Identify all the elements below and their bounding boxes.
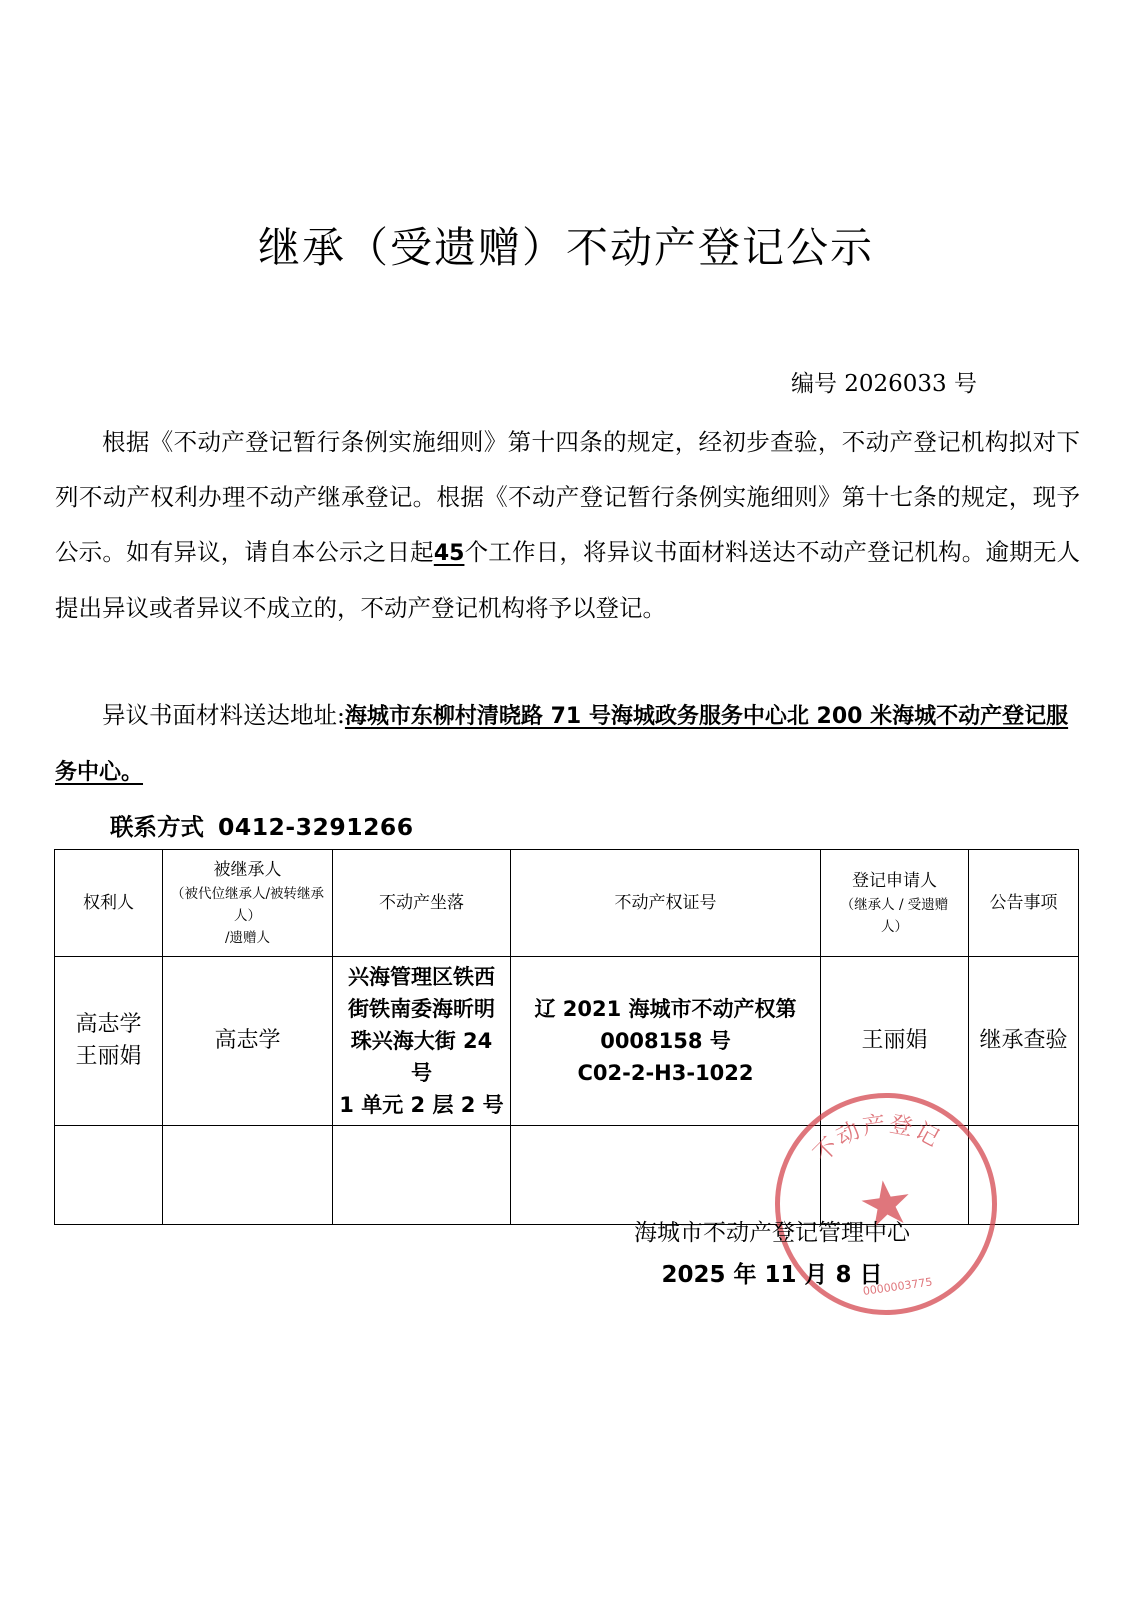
table-header-applicant-sub2: 人） [881, 919, 908, 935]
cell-location-empty [333, 1126, 511, 1225]
body-paragraph [55, 415, 1080, 636]
table-header-row [55, 850, 1079, 957]
table-header-decedent-sub2: 人） [234, 908, 261, 924]
address-value: 海城市东柳村清晓路 71 号海城政务服务中心北 200 米海城不动产登记服务中心。 [55, 704, 1069, 785]
cell-certificate-line3: C02-2-H3-1022 [577, 1061, 754, 1085]
table-row-empty [55, 1126, 1079, 1225]
address-label: 异议书面材料送达地址: [102, 701, 345, 729]
cell-certificate-empty [511, 1126, 821, 1225]
table-header-certificate: 不动产权证号 [511, 850, 821, 957]
document-number [791, 365, 977, 398]
cell-decedent: 高志学 [163, 957, 333, 1126]
svg-text:不动产登记: 不动产登记 [808, 1111, 945, 1168]
seal-serial: 0000003775 [862, 1275, 934, 1298]
table-header-applicant-main: 登记申请人 [852, 871, 937, 891]
paragraph-1 [55, 415, 1080, 636]
cell-location [333, 957, 511, 1126]
cell-applicant: 王丽娟 [821, 957, 969, 1126]
contact-block [110, 808, 414, 842]
table-header-applicant [821, 850, 969, 957]
cell-location-line1: 兴海管理区铁西 [348, 965, 495, 989]
cell-rights-holder-empty [55, 1126, 163, 1225]
document-number-suffix: 号 [954, 371, 977, 397]
cell-rights-holder-line2: 王丽娟 [75, 1044, 142, 1069]
cell-rights-holder [55, 957, 163, 1126]
table-header-decedent-sub1: （被代位继承人/被转继承 [170, 886, 325, 902]
signature-block [562, 1212, 982, 1296]
table-header-rights-holder: 权利人 [55, 850, 163, 957]
paragraph-1-part1: 根据《不动产登记暂行条例实施细则》第十四条的规定，经初步查验，不动产登记机构拟对下列不动产权利办理不动产继承登记。根据《不动产登记暂行条例实施细则》第十七条的规定，现予公示。如有异议，请自本公示之日起 [55, 428, 1080, 566]
document-number-prefix: 编号 [790, 371, 837, 397]
cell-rights-holder-line1: 高志学 [75, 1012, 142, 1037]
contact-phone: 0412-3291266 [218, 813, 414, 841]
table-header-decedent-main: 被继承人 [213, 860, 282, 880]
table-header-location: 不动产坐落 [333, 850, 511, 957]
table-header-applicant-sub1: （继承人 / 受遗赠 [840, 897, 949, 913]
address-block [55, 688, 1080, 800]
table-header-decedent-sub3: /遗赠人 [224, 930, 271, 946]
table-header-decedent [163, 850, 333, 957]
cell-decedent-empty [163, 1126, 333, 1225]
objection-days: 45 [433, 541, 465, 566]
cell-certificate [511, 957, 821, 1126]
cell-notice-item: 继承查验 [969, 957, 1079, 1126]
address-line [55, 688, 1080, 800]
cell-location-line3: 珠兴海大街 24 号 [350, 1029, 493, 1085]
cell-location-line2: 街铁南委海昕明 [348, 997, 495, 1021]
signature-organization: 海城市不动产登记管理中心 [634, 1220, 910, 1246]
table-row [55, 957, 1079, 1126]
signature-date: 2025 年 11 月 8 日 [661, 1262, 883, 1288]
cell-applicant-empty [821, 1126, 969, 1225]
cell-certificate-line2: 0008158 号 [600, 1029, 731, 1053]
cell-location-line4: 1 单元 2 层 2 号 [339, 1093, 504, 1117]
official-seal: 不动产登记 ★ 0000003775 [761, 1079, 1012, 1330]
registration-table [54, 849, 1079, 1225]
document-number-value: 2026033 [844, 371, 947, 397]
contact-label: 联系方式 [110, 813, 204, 841]
table-header-notice-item: 公告事项 [969, 850, 1079, 957]
cell-certificate-line1: 辽 2021 海城市不动产权第 [534, 997, 797, 1021]
page-title: 继承（受遗赠）不动产登记公示 [257, 223, 874, 272]
paragraph-1-part2: 个工作日，将异议书面材料送达不动产登记机构。逾期无人提出异议或者异议不成立的，不动产登记机构将予以登记。 [55, 538, 1081, 622]
cell-notice-item-empty [969, 1126, 1079, 1225]
